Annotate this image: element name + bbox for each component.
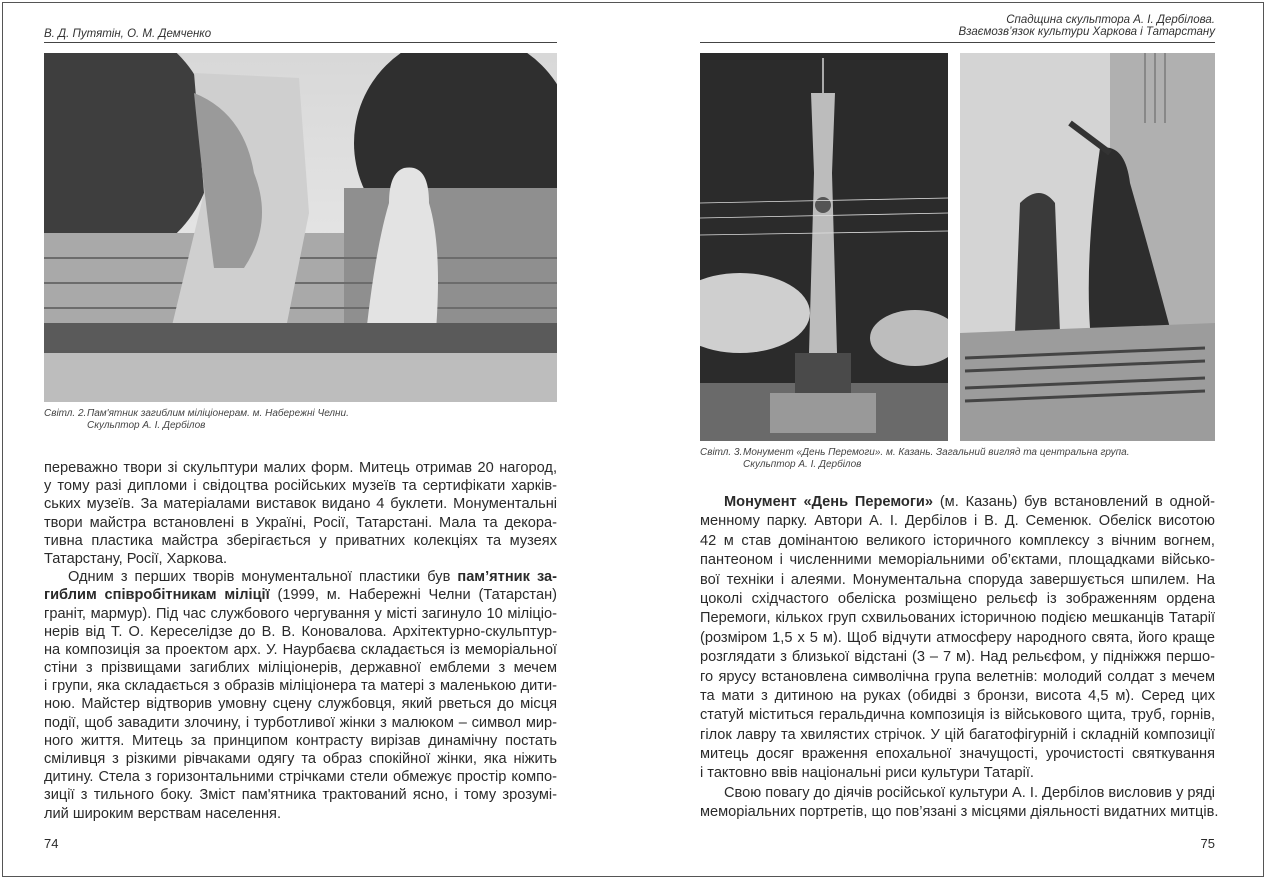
- text-segment: Одним з перших творів монументальної пластики був: [68, 569, 458, 586]
- text-line: переважно твори зі скульптури малих форм. Митець отримав 20 нагород,: [44, 460, 557, 476]
- header-rule-right: [700, 42, 1215, 43]
- text-line: (розміром 1,5 х 5 м). Щоб відчути атмосферу народного свята, його краще: [700, 629, 1215, 646]
- text-line: твори майстра встановлені в Україні, Росії, Татарстані. Мала та декора-: [44, 514, 557, 531]
- figure-caption-2: [44, 408, 349, 432]
- text-line: гілок лавру та хвилястих стрічок. У цій багатофігурній і складній композиції: [700, 726, 1215, 743]
- photo-central-group: [960, 53, 1215, 441]
- text-line: події, щоб завадити злочину, і турботливої жінки з малюком – символ мир-: [44, 714, 557, 731]
- text-line: граніт, мармур). Під час службового чергування у місті загинуло 10 міліціо-: [44, 605, 557, 622]
- text-line: розглядати з близької відстані (3 – 7 м). Над рельєфом, у підніжжя першо-: [700, 649, 1215, 666]
- page-number-left: 74: [44, 836, 59, 851]
- text-line: цоколі східчастого обеліска розміщено рельєф із зображенням ордена: [700, 590, 1215, 607]
- text-line: [700, 493, 1215, 512]
- text-line: митець досяг враження епохальної значущості, урочистості святкування: [700, 746, 1215, 763]
- text-line: Перемоги, кількох груп схвильованих історичною подією мешканців Татарії: [700, 610, 1215, 627]
- running-header-right: [958, 14, 1215, 38]
- caption-line: Скульптор А. І. Дербілов: [87, 420, 206, 431]
- text-line: 42 м став домінантою великого історичного комплексу з вічним вогнем,: [700, 532, 1215, 549]
- running-header-left: В. Д. Путятін, О. М. Демченко: [44, 28, 212, 40]
- header-rule-left: [44, 42, 557, 43]
- caption-line: Скульптор А. І. Дербілов: [743, 459, 862, 470]
- text-segment: (м. Казань) був встановлений в одной-: [933, 494, 1216, 510]
- bold-term: гиблим співробітникам міліції: [44, 587, 270, 604]
- text-line: ного життя. Митець за принципом контрасту вирізав динамічну постать: [44, 732, 557, 749]
- text-line: і групи, яка складається з образів міліціонера та матері з маленькою дити-: [44, 678, 557, 695]
- text-line: на композиція за проектом арх. У. Наурбаєва складається із меморіальної: [44, 641, 557, 658]
- text-line: менному парку. Автори А. І. Дербілов і В. Д. Семенюк. Обеліск висотою: [700, 513, 1215, 530]
- text-line: вої техніки і алеями. Монументальна споруда завершується шпилем. На: [700, 571, 1215, 588]
- body-text-left: [44, 459, 557, 823]
- text-line: у тому разі дипломи і свідоцтва російських музеїв та сертифікати харків-: [44, 478, 557, 495]
- text-line: ських музеїв. За матеріалами виставок видано 4 буклети. Монументальні: [44, 496, 557, 513]
- figure-label: Світл. 2.: [44, 408, 87, 419]
- header-line: Спадщина скульптора А. І. Дербілова.: [1006, 14, 1215, 26]
- bold-term: пам’ятник за-: [457, 569, 557, 586]
- body-text-right: [700, 493, 1219, 823]
- caption-line: Пам'ятник загиблим міліціонерам. м. Набережні Челни.: [87, 408, 349, 419]
- photo-police-memorial: [44, 53, 557, 402]
- text-line: сміливця з різкими рівчаками одягу та образ спокійної жінки, яка ніжить: [44, 751, 557, 767]
- text-line: стіни з прізвищами загиблих міліціонерів, державної емблеми з мечем: [44, 660, 557, 677]
- text-line: [44, 568, 557, 586]
- text-segment: (1999, м. Набережні Челни (Татарстан): [269, 587, 557, 604]
- text-line: го ярусу встановлена символічна група велетнів: молодий солдат з мечем: [700, 668, 1215, 685]
- text-line: Татарстану, Росії, Харкова.: [44, 550, 228, 567]
- page-number-right: 75: [1200, 836, 1215, 851]
- text-line: та мати з дитиною на руках (обидві з бронзи, висота 4,5 м). Серед цих: [700, 687, 1215, 704]
- text-line: пантеоном і численними меморіальними об’єктами, площадками військо-: [700, 552, 1215, 569]
- text-line: і тактовно ввів національні риси культури Татарії.: [700, 765, 1034, 782]
- text-line: меморіальних портретів, що пов’язані з місцями діяльності видатних митців.: [700, 804, 1219, 821]
- text-line: [44, 586, 557, 604]
- photo-victory-obelisk: [700, 53, 948, 441]
- header-line: Взаємозв’язок культури Харкова і Татарстану: [958, 26, 1215, 38]
- text-line: лий широким верствам населення.: [44, 805, 281, 822]
- figure-label: Світл. 3.: [700, 447, 743, 458]
- text-line: тивна пластика майстра зберігається у приватних колекціях та музеях: [44, 532, 557, 549]
- bold-term: Монумент «День Перемоги»: [724, 494, 934, 510]
- figure-caption-3: [700, 447, 1130, 471]
- text-line: Свою повагу до діячів російської культури А. І. Дербілов висловив у ряді: [724, 784, 1216, 801]
- text-line: нерів від Т. О. Кереселідзе до В. В. Коновалова. Архітектурно-скульптур-: [44, 623, 557, 640]
- text-line: ною. Майстер відтворив умовну сцену службовця, який рветься до місця: [44, 696, 557, 713]
- text-line: дитину. Стела з горизонтальними стрічками стели обмежує простір компо-: [44, 769, 557, 786]
- text-line: зиції з тильного боку. Зміст пам'ятника трактований ясно, і тому зрозумі-: [44, 787, 557, 804]
- text-line: статуй міститься геральдична композиція із військового щита, труб, горнів,: [700, 707, 1215, 724]
- caption-line: Монумент «День Перемоги». м. Казань. Загальний вигляд та центральна група.: [743, 447, 1130, 458]
